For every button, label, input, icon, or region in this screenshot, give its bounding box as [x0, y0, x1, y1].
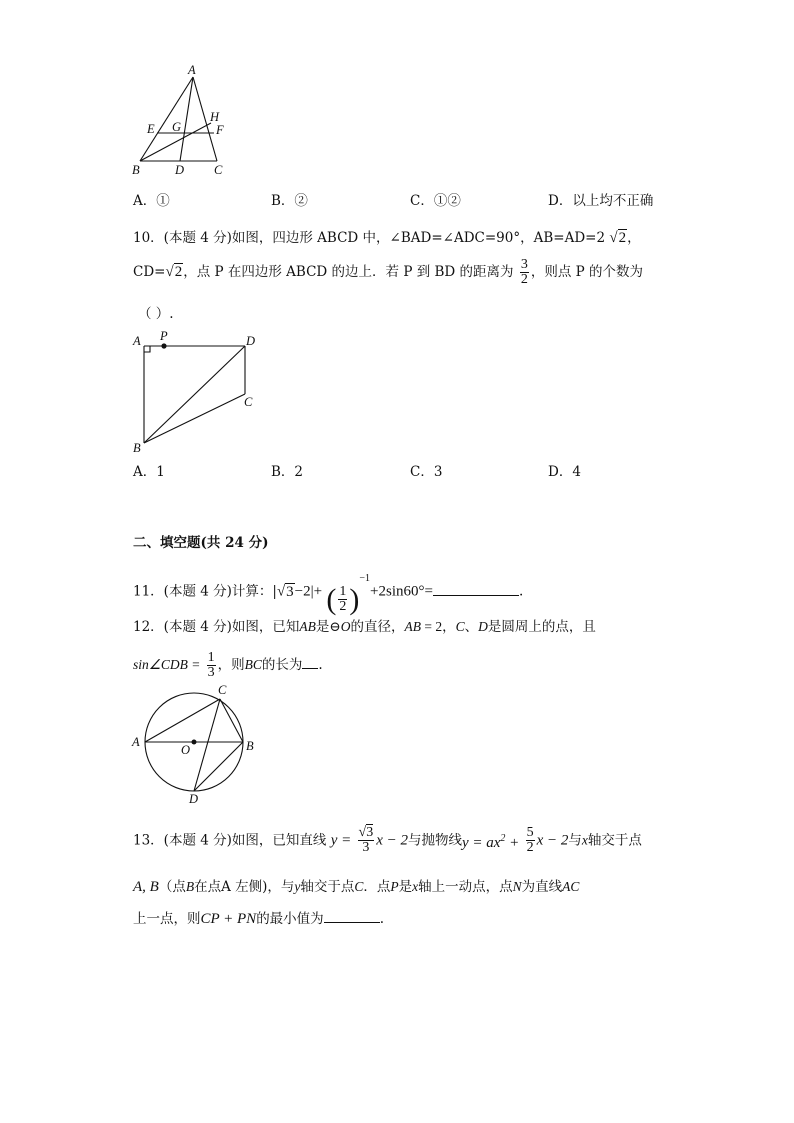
label-d: D [189, 792, 199, 806]
q10-cd-label: CD= [133, 264, 166, 280]
q11-prefix: 11．(本题 4 分)计算：| [133, 583, 277, 600]
q12-ab-eq: AB [404, 619, 421, 634]
q10-line1-end: ， [627, 230, 641, 246]
q13-ac-var: AC [562, 879, 580, 894]
q11-answer-blank[interactable] [433, 583, 519, 596]
q11-line [133, 570, 523, 614]
point-p [161, 343, 166, 348]
q12-line2 [133, 651, 323, 680]
label-o: O [181, 743, 191, 757]
q13-parabola: $y = ax^2$ + [461, 832, 520, 851]
q11-end: . [518, 583, 524, 600]
q13-ab: A, B [133, 879, 159, 895]
q13-text-j: 轴上一动点，点 [418, 879, 513, 895]
q12-text-e: 是圆周上的点，且 [487, 619, 596, 635]
q10-option-a[interactable]: A．1 [133, 464, 165, 480]
q12-text-g: 的长为 [261, 657, 303, 673]
section-title: 二、填空题(共 24 分) [133, 535, 269, 551]
label-b: B [132, 163, 140, 177]
q10-line1-text: 10．(本题 4 分)如图，四边形 ABCD 中，∠BAD=∠ADC=90°，AB=AD=2 [133, 230, 606, 246]
triangle-figure-q9 [125, 62, 235, 180]
chord-cb [220, 699, 243, 742]
q12-text-c: 的直径， [350, 619, 405, 635]
q13-line1 [133, 826, 642, 858]
q13-sqrt3-over-3: $\frac{√3}{3}$ [358, 825, 374, 855]
q13-x-minus-2: x − 2 [376, 832, 408, 849]
segment-bd [144, 346, 245, 443]
q11-sqrt3: √3 [276, 583, 294, 600]
q12-text-b: 是⊖ [315, 619, 341, 635]
q13-text-g: 轴交于点 [300, 879, 355, 895]
q13-n-var: N [512, 879, 522, 894]
label-b: B [246, 739, 254, 753]
label-c: C [218, 683, 227, 697]
q13-y-var: y [294, 879, 301, 894]
q9-option-a[interactable]: A．① [133, 193, 170, 209]
segment-ad [180, 77, 193, 161]
q13-text-l: 上一点，则 [133, 911, 201, 927]
circle-figure-q12 [128, 680, 268, 808]
segment-ab [140, 77, 193, 161]
q13-end: . [379, 911, 384, 927]
label-g: G [172, 120, 182, 134]
q12-end: . [318, 657, 323, 673]
q13-b-var: B [185, 879, 195, 894]
label-c: C [244, 395, 253, 409]
center-point-o [192, 740, 197, 745]
q11-tail: +2sin60°= [370, 583, 433, 600]
q12-c: C [455, 619, 465, 634]
q10-cd-sqrt2: √2 [165, 264, 183, 280]
q13-text-d: 轴交于点 [587, 832, 642, 849]
q12-eq2: = 2 [420, 619, 443, 634]
q12-sin-expr: sin∠CDB = [133, 657, 201, 672]
q10-answer-paren: （ ）. [138, 306, 174, 322]
label-e: E [147, 122, 155, 136]
segment-bc [144, 394, 245, 443]
q13-text-k: 为直线 [521, 879, 563, 895]
q12-bc: BC [244, 657, 262, 672]
q13-answer-blank[interactable] [324, 910, 380, 923]
q10-option-c[interactable]: C．3 [410, 464, 443, 480]
q13-c-var: C [354, 879, 364, 894]
q12-line1 [133, 618, 596, 636]
q13-text-h: ．点 [363, 879, 391, 895]
q13-x-minus-2b: x − 2 [536, 832, 569, 849]
q10-line2-tail: ，则点 P 的个数为 [530, 264, 643, 280]
q10-fraction: $\frac{3}{2}$ [520, 257, 528, 287]
q10-option-b[interactable]: B．2 [271, 464, 304, 480]
label-a: A [132, 735, 140, 749]
label-h: H [210, 110, 220, 124]
right-angle-mark [144, 346, 150, 352]
q13-text-f: 在点A 左侧)，与 [194, 879, 295, 895]
q11-abs-rest: −2|+ [294, 583, 323, 600]
q11-half-paren: ( $\frac{1}{2}$ )$^{-1}$ [326, 573, 371, 616]
q12-text-a: 12．(本题 4 分)如图，已知 [133, 619, 300, 635]
quadrilateral-figure-q10 [128, 328, 268, 456]
q10-option-d[interactable]: D．4 [548, 464, 581, 480]
q13-text-e: （点 [158, 879, 186, 895]
label-b: B [133, 441, 141, 455]
label-d: D [175, 163, 185, 177]
label-a: A [133, 334, 141, 348]
q13-cp-pn: CP + PN [200, 911, 257, 927]
q13-x-var2: x [412, 879, 419, 894]
q9-option-d[interactable]: D．以上均不正确 [548, 193, 654, 209]
q12-ab: AB [299, 619, 316, 634]
q12-sep: 、 [464, 619, 479, 635]
q9-option-b[interactable]: B．② [271, 193, 308, 209]
q11-exponent: −1 [359, 573, 371, 584]
q12-fraction: $\frac{1}{3}$ [207, 650, 215, 680]
q12-d: D [478, 619, 488, 634]
q13-text-c: 与 [568, 832, 582, 849]
chord-ac [145, 699, 220, 742]
q9-option-c[interactable]: C．①② [410, 193, 461, 209]
q10-sqrt2: √2 [609, 230, 627, 246]
q12-o: O [340, 619, 351, 634]
q12-answer-blank[interactable] [302, 656, 318, 669]
chord-cd [194, 699, 220, 791]
q12-text-f: ，则 [217, 657, 245, 673]
q13-line3 [133, 910, 384, 928]
q13-text-m: 的最小值为 [256, 911, 324, 927]
q13-text-a: 13．(本题 4 分)如图，已知直线 [133, 832, 327, 849]
q13-y-eq: y = [330, 832, 352, 849]
q10-line1 [133, 229, 641, 247]
q13-text-i: 是 [398, 879, 413, 895]
q13-p-var: P [390, 879, 399, 894]
label-a: A [188, 63, 196, 77]
q13-line2 [133, 878, 579, 896]
label-d: D [246, 334, 256, 348]
q12-text-d: ， [442, 619, 456, 635]
q13-x-var: x [581, 832, 588, 848]
label-p: P [160, 329, 168, 343]
q13-text-b: 与抛物线 [407, 832, 462, 849]
q10-line2 [133, 258, 643, 287]
label-c: C [214, 163, 223, 177]
q13-five-halves: $\frac{5}{2}$ [526, 825, 534, 855]
label-f: F [216, 123, 224, 137]
q10-line2-text: ，点 P 在四边形 ABCD 的边上．若 P 到 BD 的距离为 [183, 264, 514, 280]
